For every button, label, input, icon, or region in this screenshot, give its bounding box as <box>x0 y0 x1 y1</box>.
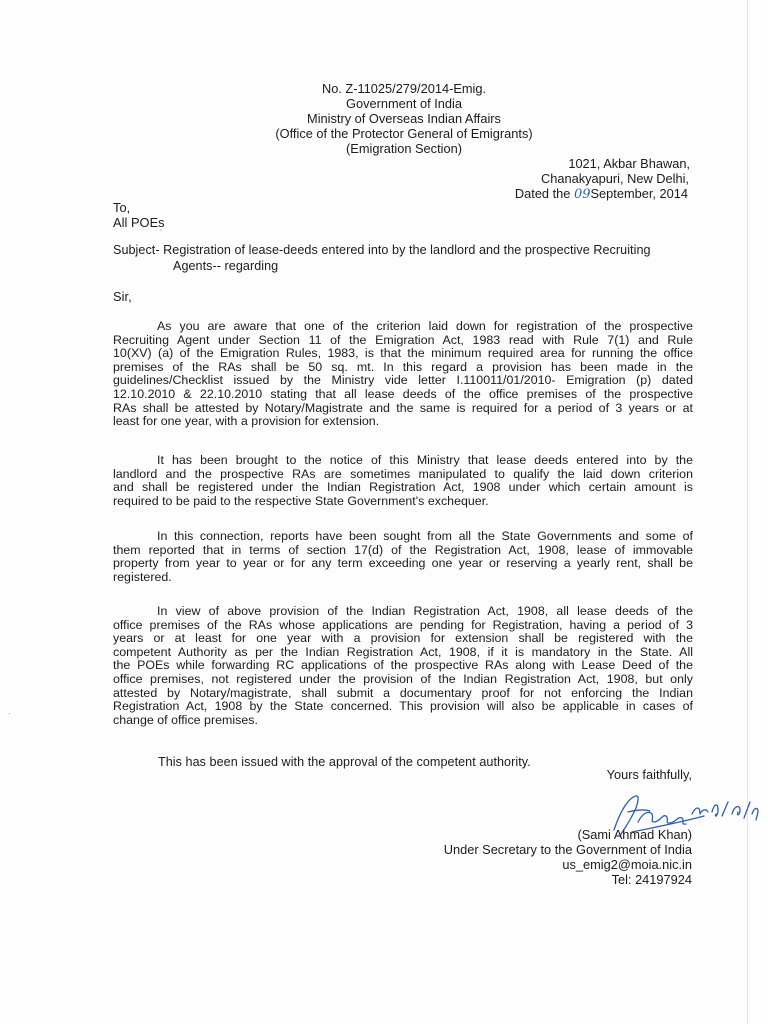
p4-line: change of office premises. <box>113 712 258 727</box>
p3-line: property from year to year or for any term exceeding one year or reserving a yearly rent, shall be <box>113 556 693 571</box>
paragraph-4 <box>113 605 693 727</box>
to-label: To, <box>113 200 131 215</box>
p4-line: Registration Act, 1908 by the State concerned. This provision will also be applicable in cases of <box>113 699 693 714</box>
p3-line: In this connection, reports have been sought from all the State Governments and some of <box>157 529 693 543</box>
date-line <box>515 187 688 202</box>
p4-line: attested by Notary/magistrate, shall submit a documentary proof for not enforcing the Indian <box>113 685 693 700</box>
yours-faithfully: Yours faithfully, <box>606 767 692 782</box>
address-line-2: Chanakyapuri, New Delhi, <box>541 171 689 186</box>
p1-line: 10(XV) (a) of the Emigration Rules, 1983, is that the minimum required area for running the office <box>113 346 693 361</box>
p1-line: As you are aware that one of the criterion laid down for registration of the prospective <box>157 319 693 333</box>
p1-line: RAs shall be attested by Notary/Magistrate and the same is required for a period of 3 years or at <box>113 400 693 415</box>
p2-line: and shall be registered under the Indian Registration Act, 1908 under which certain amount is <box>113 480 693 495</box>
p1-line: Recruiting Agent under Section 11 of the Emigration Act, 1983 read with Rule 7(1) and Rule <box>113 332 693 347</box>
p1-line: guidelines/Checklist issued by the Ministry vide letter I.110011/01/2010- Emigration (p) dated <box>113 373 693 388</box>
date-prefix: Dated the <box>514 186 574 201</box>
address-line-1: 1021, Akbar Bhawan, <box>568 156 690 171</box>
p4-line: In view of above provision of the Indian Registration Act, 1908, all lease deeds of the <box>157 604 693 618</box>
p1-line: 12.10.2010 & 22.10.2010 stating that all lease deeds of the office premises of the prospective <box>113 386 693 401</box>
stray-pen-mark: ʼ <box>160 228 162 238</box>
p1-line: least for one year, with a provision for extension. <box>113 414 380 429</box>
p2-line: It has been brought to the notice of this Ministry that lease deeds entered into by the <box>157 453 693 467</box>
subject-line-2: Agents-- regarding <box>173 259 279 273</box>
p3-line: them reported that in terms of section 17(d) of the Registration Act, 1908, lease of immovable <box>113 542 693 557</box>
p4-line: office premises, not registered under the provision of the Indian Registration Act, 1908, but only <box>113 671 693 686</box>
signatory-name: (Sami Ahmad Khan) <box>577 827 692 842</box>
paragraph-1 <box>113 320 693 429</box>
ministry-line: Ministry of Overseas Indian Affairs <box>307 111 501 126</box>
salutation: Sir, <box>113 289 132 304</box>
signatory-designation: Under Secretary to the Government of India <box>443 842 692 857</box>
page-edge-shadow <box>747 0 748 1024</box>
signatory-telephone: Tel: 24197924 <box>611 872 692 887</box>
paragraph-2 <box>113 454 693 508</box>
date-suffix: September, 2014 <box>590 186 688 201</box>
p1-line: premises of the RAs shall be 50 sq. mt. In this regard a provision has been made in the <box>113 359 693 374</box>
office-line: (Office of the Protector General of Emigrants) <box>275 126 533 141</box>
signatory-email: us_emig2@moia.nic.in <box>562 857 692 872</box>
subject-line-1: Subject- Registration of lease-deeds entered into by the landlord and the prospective Recruiting <box>113 243 651 257</box>
section-line: (Emigration Section) <box>346 141 462 156</box>
recipient-name: All POEs <box>113 215 165 230</box>
paragraph-3 <box>113 530 693 584</box>
paragraph-5: This has been issued with the approval of the competent authority. <box>158 755 531 769</box>
government-line: Government of India <box>346 96 462 111</box>
p4-line: office premises of the RAs whose applications are pending for Registration, having a period of 3 <box>113 617 693 632</box>
date-handwritten-day: 09 <box>573 187 591 202</box>
p3-line: registered. <box>113 569 172 584</box>
p2-line: required to be paid to the respective State Government's exchequer. <box>113 493 489 508</box>
reference-number: No. Z-11025/279/2014-Emig. <box>321 81 487 96</box>
p2-line: landlord and the prospective RAs are sometimes manipulated to qualify the laid down criterion <box>113 466 693 481</box>
p4-line: competent Authority as per the Indian Registration Act, 1908, if it is mandatory in the State. All <box>113 644 693 659</box>
stray-speck: · <box>8 708 11 718</box>
p4-line: years or at least for one year with a provision for extension shall be registered with the <box>113 631 693 646</box>
p4-line: the POEs while forwarding RC applications of the prospective RAs along with Lease Deed of the <box>113 658 693 673</box>
